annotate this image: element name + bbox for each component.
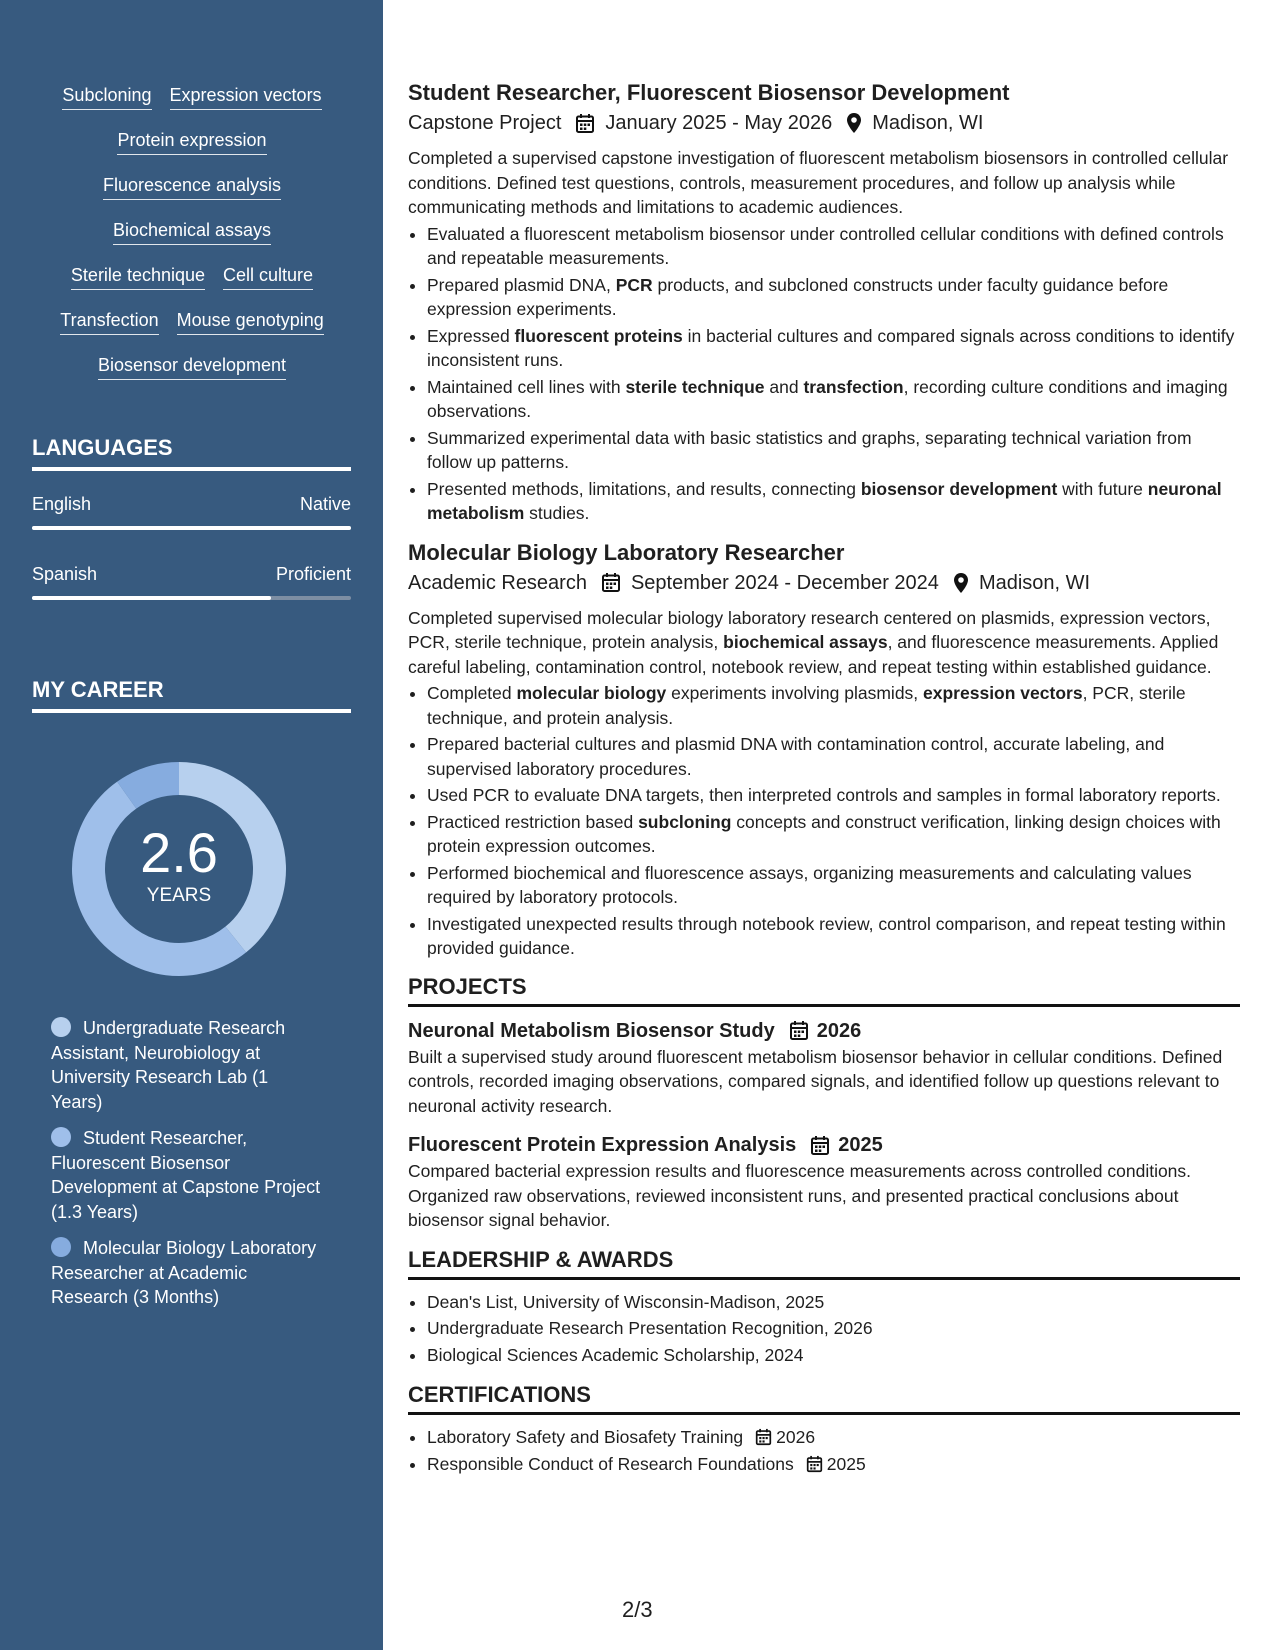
languages-heading: LANGUAGES (32, 435, 351, 471)
calendar-icon (601, 572, 621, 593)
bullet-item: • Evaluated a fluorescent metabolism biosensor under controlled cellular conditions with defined controls and repeatable measurements. (427, 222, 1240, 271)
award-item: • Dean's List, University of Wisconsin-Madison, 2025 (427, 1290, 1240, 1315)
career-item-text: Undergraduate Research Assistant, Neurobiology at University Research Lab (1 Years) (51, 1018, 286, 1112)
donut-center (66, 756, 292, 982)
bullet-item: • Presented methods, limitations, and results, connecting biosensor development with future neuronal metabolism studies. (427, 477, 1240, 526)
job-bullets (408, 222, 1240, 526)
award-item: • Biological Sciences Academic Scholarship, 2024 (427, 1343, 1240, 1368)
bold-keyword: PCR (615, 274, 653, 295)
legend-dot-icon (51, 1017, 71, 1037)
awards-list (408, 1290, 1240, 1368)
job-bullets (408, 681, 1240, 961)
bold-keyword: biochemical assays (723, 632, 888, 652)
bullet-item: • Used PCR to evaluate DNA targets, then interpreted controls and samples in formal laboratory reports. (427, 783, 1240, 808)
career-legend (51, 1016, 321, 1322)
projects-heading: PROJECTS (408, 973, 1240, 1007)
skill-tag: Fluorescence analysis (103, 174, 281, 200)
bullet-item: • Expressed fluorescent proteins in bacterial cultures and compared signals across conditions to identify inconsistent runs. (427, 324, 1240, 373)
certification-year: 2026 (776, 1427, 816, 1447)
project-description: Compared bacterial expression results and fluorescence measurements across controlled conditions. Organized raw observations, reviewed inconsistent runs, and presented practical conclusions about biosensor signal behavior. (408, 1161, 1192, 1230)
job-location: Madison, WI (872, 112, 984, 134)
legend-dot-icon (51, 1127, 71, 1147)
bold-keyword: fluorescent proteins (514, 325, 683, 346)
bullet-item: • Prepared plasmid DNA, PCR products, and subcloned constructs under faculty guidance before expression experiments. (427, 273, 1240, 322)
bold-keyword: sterile technique (625, 376, 765, 397)
project-header (408, 1131, 1240, 1159)
map-pin-icon (953, 572, 969, 594)
calendar-icon (810, 1135, 830, 1156)
job-location: Madison, WI (978, 571, 1091, 594)
language-bar (32, 596, 351, 600)
project-header (408, 1017, 1240, 1045)
skill-tag: Mouse genotyping (177, 309, 324, 335)
language-level: Proficient (275, 564, 351, 584)
bullet-item: • Practiced restriction based subcloning concepts and construct verification, linking design choices with protein expression outcomes. (427, 810, 1240, 859)
award-item: • Undergraduate Research Presentation Recognition, 2026 (427, 1316, 1240, 1341)
project-year: 2026 (816, 1019, 862, 1042)
language-name: English (32, 494, 92, 514)
bullet-item: • Summarized experimental data with basic statistics and graphs, separating technical variation from follow up patterns. (427, 426, 1240, 475)
bold-keyword: neuronal metabolism (427, 478, 1222, 523)
certification-year: 2025 (826, 1453, 866, 1474)
bold-keyword: biosensor development (860, 478, 1058, 499)
job-dates: September 2024 - December 2024 (630, 571, 939, 594)
bold-keyword: expression vectors (923, 683, 1083, 703)
project-name: Fluorescent Protein Expression Analysis (408, 1134, 797, 1156)
career-donut (66, 756, 292, 982)
career-unit: YEARS (146, 885, 212, 906)
skill-tag: Sterile technique (71, 264, 205, 290)
calendar-icon (789, 1020, 809, 1041)
job-summary: Completed a supervised capstone investigation of fluorescent metabolism biosensors in controlled cellular conditions. Defined test questions, controls, measurement procedures, and follow up analysis while communicating methods and limitations to academic audiences. (408, 148, 1229, 217)
page-number: 2/3 (622, 1597, 653, 1622)
language-bar-fill (32, 596, 271, 600)
certifications-heading: CERTIFICATIONS (408, 1381, 1240, 1415)
calendar-icon (575, 113, 595, 134)
main-content (408, 78, 1240, 1478)
bullet-item: • Completed molecular biology experiments involving plasmids, expression vectors, PCR, sterile technique, and protein analysis. (427, 681, 1240, 730)
calendar-icon (755, 1428, 772, 1446)
certification-item (427, 1452, 1240, 1477)
map-pin-icon (846, 112, 862, 134)
job-org: Academic Research (408, 571, 587, 594)
bullet-item: • Performed biochemical and fluorescence assays, organizing measurements and calculating values required by laboratory protocols. (427, 861, 1240, 910)
career-item (51, 1016, 321, 1114)
job-summary: Completed supervised molecular biology laboratory research centered on plasmids, expression vectors, PCR, sterile technique, protein analysis, biochemical assays, and fluorescence measurements. Applied careful labeling, contamination control, notebook review, and repeat testing within established guidance. (408, 607, 1219, 677)
skill-tag: Protein expression (117, 129, 266, 155)
career-total: 2.6 (140, 821, 218, 884)
career-item (51, 1236, 321, 1310)
experience-entry (408, 538, 1240, 961)
project-description: Built a supervised study around fluorescent metabolism biosensor behavior in cellular conditions. Defined controls, recorded imaging observations, compared signals, and identified follow up questions relevant to neuronal activity research. (408, 1046, 1223, 1116)
skill-tag: Cell culture (223, 264, 313, 290)
language-spanish (32, 564, 351, 600)
project-entry (408, 1131, 1240, 1233)
certifications-list (408, 1425, 1240, 1476)
project-name: Neuronal Metabolism Biosensor Study (408, 1019, 775, 1042)
skills-list (32, 84, 352, 399)
bullet-item: • Prepared bacterial cultures and plasmid DNA with contamination control, accurate labeling, and supervised laboratory procedures. (427, 732, 1240, 781)
calendar-icon (806, 1455, 823, 1473)
skill-tag: Transfection (60, 309, 158, 335)
bullet-item: • Maintained cell lines with sterile technique and transfection, recording culture conditions and imaging observations. (427, 375, 1240, 424)
career-item (51, 1126, 321, 1224)
career-heading: MY CAREER (32, 677, 351, 713)
language-bar (32, 526, 351, 530)
career-item-text: Molecular Biology Laboratory Researcher at Academic Research (3 Months) (51, 1238, 317, 1307)
certification-item (427, 1425, 1240, 1450)
bullet-item: • Investigated unexpected results through notebook review, control comparison, and repeat testing within provided guidance. (427, 912, 1240, 961)
language-name: Spanish (32, 564, 98, 584)
language-english (32, 494, 351, 530)
career-item-text: Student Researcher, Fluorescent Biosensor Development at Capstone Project (1.3 Years) (51, 1128, 321, 1222)
project-year: 2025 (838, 1134, 883, 1156)
job-meta (408, 108, 1240, 138)
job-meta (408, 568, 1240, 598)
skill-tag: Subcloning (62, 84, 151, 110)
language-bar-fill (32, 526, 351, 530)
skill-tag: Biosensor development (98, 354, 286, 380)
language-level: Native (299, 494, 351, 514)
job-dates: January 2025 - May 2026 (605, 112, 833, 134)
sidebar (0, 0, 383, 1650)
bold-keyword: molecular biology (516, 683, 667, 703)
bold-keyword: subcloning (638, 811, 732, 832)
job-title: Molecular Biology Laboratory Researcher (408, 539, 845, 565)
skill-tag: Biochemical assays (113, 219, 271, 245)
job-title: Student Researcher, Fluorescent Biosensor Development (408, 80, 1010, 105)
legend-dot-icon (51, 1237, 71, 1257)
experience-entry (408, 78, 1240, 526)
certification-name: • Responsible Conduct of Research Foundations (427, 1453, 794, 1474)
skill-tag: Expression vectors (170, 84, 322, 110)
project-entry (408, 1017, 1240, 1119)
bold-keyword: transfection (803, 376, 904, 397)
job-org: Capstone Project (408, 112, 562, 134)
certification-name: • Laboratory Safety and Biosafety Training (427, 1427, 744, 1447)
awards-heading: LEADERSHIP & AWARDS (408, 1246, 1240, 1280)
